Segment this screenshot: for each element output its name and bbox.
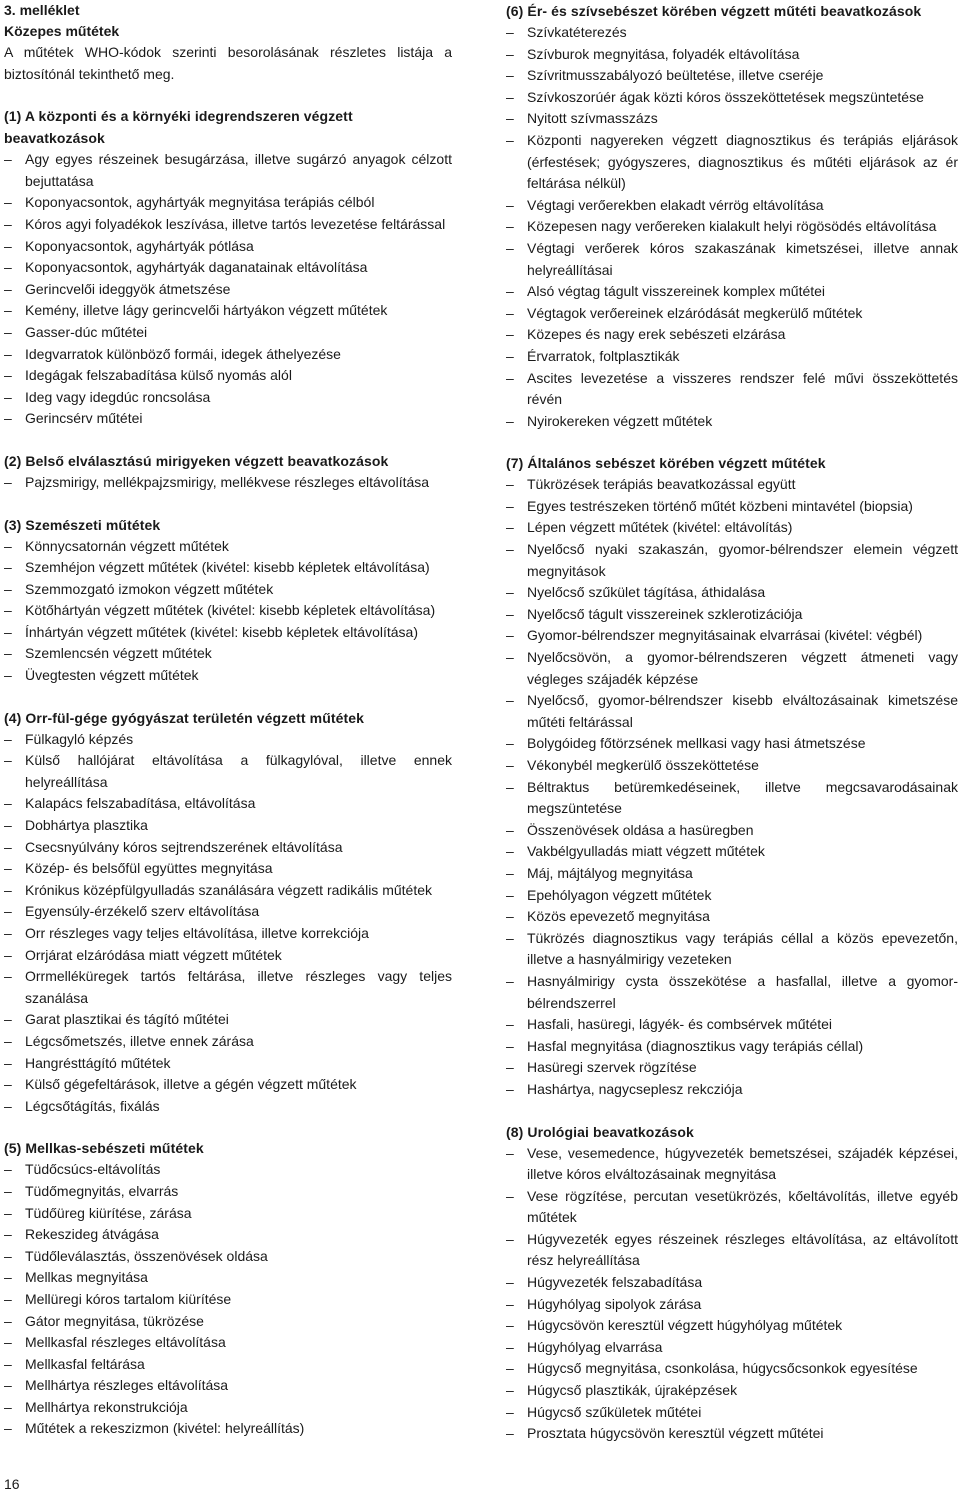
right-column	[506, 0, 958, 1445]
list-item: – Mellkasfal részleges eltávolítása	[4, 1332, 452, 1354]
list-item: – Mellüregi kóros tartalom kiürítése	[4, 1289, 452, 1311]
item-list	[506, 1143, 958, 1445]
list-item: – Kalapács felszabadítása, eltávolítása	[4, 793, 452, 815]
section	[506, 0, 958, 432]
list-item: – Hangrésttágító műtétek	[4, 1053, 452, 1075]
list-item: – Ascites levezetése a visszeres rendszer felé művi összeköttetés révén	[506, 368, 958, 411]
page-number: 16	[4, 1476, 20, 1492]
list-item: – Központi nagyereken végzett diagnosztikus és terápiás eljárások (érfestések; gyógyszeres, diagnosztikus és műtéti eljárások az ér feltárása nélkül)	[506, 130, 958, 195]
list-item: – Végtagok verőereinek elzáródását megkerülő műtétek	[506, 303, 958, 325]
list-item: – Koponyacsontok, agyhártyák megnyitása terápiás célból	[4, 192, 452, 214]
section	[4, 105, 452, 430]
list-item: – Tükrözés diagnosztikus vagy terápiás céllal a közös epevezetőn, illetve a hasnyálmirigy vezeteken	[506, 928, 958, 971]
list-item: – Közepesen nagy verőereken kialakult helyi rögösödés eltávolítása	[506, 216, 958, 238]
list-item: – Pajzsmirigy, mellékpajzsmirigy, mellékvese részleges eltávolítása	[4, 472, 452, 494]
list-item: – Húgyvezeték felszabadítása	[506, 1272, 958, 1294]
list-item: – Prosztata húgycsövön keresztül végzett műtétei	[506, 1423, 958, 1445]
list-item: – Mellhártya rekonstrukciója	[4, 1397, 452, 1419]
page-title: Közepes műtétek	[4, 23, 120, 39]
list-item: – Végtagi verőerek kóros szakaszának kimetszései, illetve annak helyreállításai	[506, 238, 958, 281]
list-item: – Hasüregi szervek rögzítése	[506, 1057, 958, 1079]
section	[506, 1121, 958, 1445]
item-list	[4, 536, 452, 687]
list-item: – Érvarratok, foltplasztikák	[506, 346, 958, 368]
list-item: – Alsó végtag tágult visszereinek komplex műtétei	[506, 281, 958, 303]
list-item: – Szívkatéterezés	[506, 22, 958, 44]
list-item: – Külső gégefeltárások, illetve a gégén végzett műtétek	[4, 1074, 452, 1096]
list-item: – Üvegtesten végzett műtétek	[4, 665, 452, 687]
list-item: – Nyelőcső szűkület tágítása, áthidalása	[506, 582, 958, 604]
list-item: – Epehólyagon végzett műtétek	[506, 885, 958, 907]
list-item: – Húgycső plasztikák, újraképzések	[506, 1380, 958, 1402]
section-title: (4) Orr-fül-gége gyógyászat területén végzett műtétek	[4, 709, 365, 726]
list-item: – Fülkagyló képzés	[4, 729, 452, 751]
list-item: – Krónikus középfülgyulladás szanálására végzett radikális műtétek	[4, 880, 452, 902]
list-item: – Nyelőcsövön, a gyomor-bélrendszeren végzett átmeneti vagy végleges szájadék képzése	[506, 647, 958, 690]
section-title: (5) Mellkas-sebészeti műtétek	[4, 1140, 204, 1157]
list-item: – Közös epevezető megnyitása	[506, 906, 958, 928]
list-item: – Szemmozgató izmokon végzett műtétek	[4, 579, 452, 601]
annex-label: 3. melléklet	[4, 2, 80, 18]
list-item: – Szívritmusszabályozó beültetése, illetve cseréje	[506, 65, 958, 87]
list-item: – Szemhéjon végzett műtétek (kivétel: kisebb képletek eltávolítása)	[4, 557, 452, 579]
list-item: – Hasfal megnyitása (diagnosztikus vagy terápiás céllal)	[506, 1036, 958, 1058]
list-item: – Agy egyes részeinek besugárzása, illetve sugárzó anyagok célzott bejuttatása	[4, 149, 452, 192]
list-item: – Gerincvelői ideggyök átmetszése	[4, 279, 452, 301]
list-item: – Végtagi verőerekben elakadt vérrög eltávolítása	[506, 195, 958, 217]
list-item: – Összenövések oldása a hasüregben	[506, 820, 958, 842]
list-item: – Könnycsatornán végzett műtétek	[4, 536, 452, 558]
section	[506, 452, 958, 1100]
list-item: – Idegvarratok különböző formái, idegek áthelyezése	[4, 344, 452, 366]
section	[4, 450, 452, 494]
list-item: – Nyelőcső, gyomor-bélrendszer kisebb elváltozásainak kimetszése műtéti feltárással	[506, 690, 958, 733]
list-item: – Orrmelléküregek tartós feltárása, illetve részleges vagy teljes szanálása	[4, 966, 452, 1009]
list-item: – Húgycső szűkületek műtétei	[506, 1402, 958, 1424]
list-item: – Idegágak felszabadítása külső nyomás alól	[4, 365, 452, 387]
list-item: – Légcsőtágítás, fixálás	[4, 1096, 452, 1118]
list-item: – Szívburok megnyitása, folyadék eltávolítása	[506, 44, 958, 66]
list-item: – Nyelőcső tágult visszereinek szklerotizációja	[506, 604, 958, 626]
item-list	[506, 474, 958, 1100]
list-item: – Tüdőüreg kiürítése, zárása	[4, 1203, 452, 1225]
list-item: – Hashártya, nagycseplesz rekcziója	[506, 1079, 958, 1101]
list-item: – Nyelőcső nyaki szakaszán, gyomor-bélrendszer elemein végzett megnyitások	[506, 539, 958, 582]
section	[4, 707, 452, 1118]
item-list	[4, 149, 452, 430]
list-item: – Egyensúly-érzékelő szerv eltávolítása	[4, 901, 452, 923]
item-list	[506, 22, 958, 432]
list-item: – Garat plasztikai és tágító műtétei	[4, 1009, 452, 1031]
section-title: (3) Szemészeti műtétek	[4, 516, 161, 533]
list-item: – Kötőhártyán végzett műtétek (kivétel: kisebb képletek eltávolítása)	[4, 600, 452, 622]
list-item: – Koponyacsontok, agyhártyák daganatainak eltávolítása	[4, 257, 452, 279]
list-item: – Húgyhólyag sipolyok zárása	[506, 1294, 958, 1316]
list-item: – Nyitott szívmasszázs	[506, 108, 958, 130]
list-item: – Rekeszideg átvágása	[4, 1224, 452, 1246]
item-list	[4, 729, 452, 1118]
list-item: – Húgycsövön keresztül végzett húgyhólyag műtétek	[506, 1315, 958, 1337]
list-item: – Orr részleges vagy teljes eltávolítása, illetve korrekciója	[4, 923, 452, 945]
section-title: (6) Ér- és szívsebészet körében végzett műtéti beavatkozások	[506, 3, 922, 19]
section	[4, 1137, 452, 1440]
left-sections	[4, 105, 452, 1440]
list-item: – Máj, májtályog megnyitása	[506, 863, 958, 885]
section-title: (1) A központi és a környéki idegrendszeren végzett beavatkozások	[4, 108, 353, 147]
intro-text: A műtétek WHO-kódok szerinti besorolásának részletes listája a biztosítónál tekinthető meg.	[4, 44, 452, 82]
list-item: – Vékonybél megkerülő összeköttetése	[506, 755, 958, 777]
list-item: – Szemlencsén végzett műtétek	[4, 643, 452, 665]
list-item: – Tükrözések terápiás beavatkozással együtt	[506, 474, 958, 496]
item-list	[4, 1159, 452, 1440]
list-item: – Vakbélgyulladás miatt végzett műtétek	[506, 841, 958, 863]
list-item: – Dobhártya plasztika	[4, 815, 452, 837]
list-item: – Hasnyálmirigy cysta összekötése a hasfallal, illetve a gyomor-bélrendszerrel	[506, 971, 958, 1014]
list-item: – Légcsőmetszés, illetve ennek zárása	[4, 1031, 452, 1053]
list-item: – Közepes és nagy erek sebészeti elzárása	[506, 324, 958, 346]
list-item: – Hasfali, hasüregi, lágyék- és combsérvek műtétei	[506, 1014, 958, 1036]
section	[4, 514, 452, 687]
list-item: – Gerincsérv műtétei	[4, 408, 452, 430]
list-item: – Műtétek a rekeszizmon (kivétel: helyreállítás)	[4, 1418, 452, 1440]
section-title: (2) Belső elválasztású mirigyeken végzett beavatkozások	[4, 452, 389, 469]
item-list	[4, 472, 452, 494]
list-item: – Ideg vagy idegdúc roncsolása	[4, 387, 452, 409]
list-item: – Kemény, illetve lágy gerincvelői hártyákon végzett műtétek	[4, 300, 452, 322]
left-column	[4, 0, 452, 1440]
list-item: – Mellkas megnyitása	[4, 1267, 452, 1289]
list-item: – Mellhártya részleges eltávolítása	[4, 1375, 452, 1397]
list-item: – Kóros agyi folyadékok leszívása, illetve tartós levezetése feltárással	[4, 214, 452, 236]
list-item: – Mellkasfal feltárása	[4, 1354, 452, 1376]
list-item: – Béltraktus betüremkedéseinek, illetve megcsavarodásainak megszüntetése	[506, 777, 958, 820]
list-item: – Húgyhólyag elvarrása	[506, 1337, 958, 1359]
list-item: – Ínhártyán végzett műtétek (kivétel: kisebb képletek eltávolítása)	[4, 622, 452, 644]
list-item: – Lépen végzett műtétek (kivétel: eltávolítás)	[506, 517, 958, 539]
list-item: – Koponyacsontok, agyhártyák pótlása	[4, 236, 452, 258]
list-item: – Egyes testrészeken történő műtét közbeni mintavétel (biopsia)	[506, 496, 958, 518]
list-item: – Csecsnyúlvány kóros sejtrendszerének eltávolítása	[4, 837, 452, 859]
list-item: – Szívkoszorúér ágak közti kóros összeköttetések megszüntetése	[506, 87, 958, 109]
list-item: – Gasser-dúc műtétei	[4, 322, 452, 344]
right-sections	[506, 0, 958, 1445]
list-item: – Tüdőcsúcs-eltávolítás	[4, 1159, 452, 1181]
list-item: – Nyirokereken végzett műtétek	[506, 411, 958, 433]
list-item: – Orrjárat elzáródása miatt végzett műtétek	[4, 945, 452, 967]
list-item: – Gátor megnyitása, tükrözése	[4, 1311, 452, 1333]
section-title: (7) Általános sebészet körében végzett műtétek	[506, 455, 826, 472]
list-item: – Külső hallójárat eltávolítása a fülkagylóval, illetve ennek helyreállítása	[4, 750, 452, 793]
list-item: – Gyomor-bélrendszer megnyitásainak elvarrásai (kivétel: végbél)	[506, 625, 958, 647]
list-item: – Húgyvezeték egyes részeinek részleges eltávolítása, az eltávolított rész helyreállítása	[506, 1229, 958, 1272]
list-item: – Tüdőleválasztás, összenövések oldása	[4, 1246, 452, 1268]
section-title: (8) Urológiai beavatkozások	[506, 1123, 694, 1140]
list-item: – Vese, vesemedence, húgyvezeték bemetszései, szájadék képzései, illetve kóros elváltozásainak megnyitása	[506, 1143, 958, 1186]
list-item: – Közép- és belsőfül együttes megnyitása	[4, 858, 452, 880]
list-item: – Vese rögzítése, percutan vesetükrözés, kőeltávolítás, illetve egyéb műtétek	[506, 1186, 958, 1229]
list-item: – Húgycső megnyitása, csonkolása, húgycsőcsonkok egyesítése	[506, 1358, 958, 1380]
list-item: – Tüdőmegnyitás, elvarrás	[4, 1181, 452, 1203]
list-item: – Bolygóideg főtörzsének mellkasi vagy hasi átmetszése	[506, 733, 958, 755]
